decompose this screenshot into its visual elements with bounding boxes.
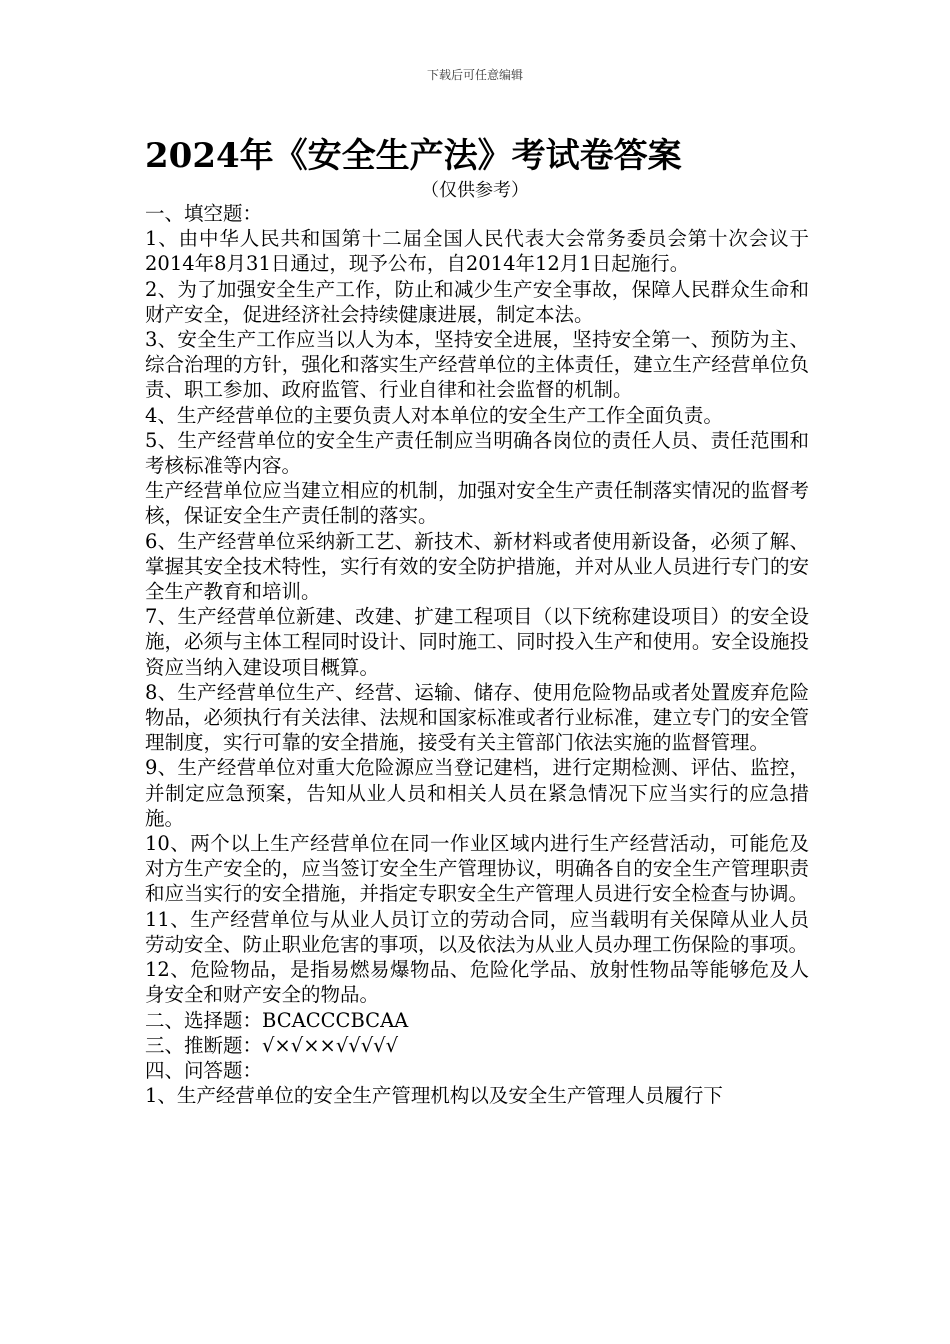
- answer-paragraph: 12、危险物品，是指易燃易爆物品、危险化学品、放射性物品等能够危及人身安全和财产安全的物品。: [145, 958, 809, 1007]
- document-title: 2024年《安全生产法》考试卷答案: [145, 136, 682, 176]
- answer-paragraph: 生产经营单位应当建立相应的机制，加强对安全生产责任制落实情况的监督考核，保证安全生产责任制的落实。: [145, 479, 809, 528]
- answer-paragraph: 11、生产经营单位与从业人员订立的劳动合同，应当载明有关保障从业人员劳动安全、防止职业危害的事项，以及依法为从业人员办理工伤保险的事项。: [145, 907, 809, 956]
- answer-paragraph: 9、生产经营单位对重大危险源应当登记建档，进行定期检测、评估、监控，并制定应急预案，告知从业人员和相关人员在紧急情况下应当实行的应急措施。: [145, 756, 809, 830]
- answer-paragraph: 1、由中华人民共和国第十二届全国人民代表大会常务委员会第十次会议于2014年8月31日通过，现予公布，自2014年12月1日起施行。: [145, 227, 809, 276]
- answer-paragraph: 1、生产经营单位的安全生产管理机构以及安全生产管理人员履行下: [145, 1084, 723, 1108]
- section-heading-fill-blank: 一、填空题：: [145, 202, 263, 225]
- answer-paragraph: 8、生产经营单位生产、经营、运输、储存、使用危险物品或者处置废弃危险物品，必须执行有关法律、法规和国家标准或者行业标准，建立专门的安全管理制度，实行可靠的安全措施，接受有关主管部门依法实施的监督管理。: [145, 680, 809, 755]
- answer-paragraph: 3、安全生产工作应当以人为本，坚持安全进展，坚持安全第一、预防为主、综合治理的方针，强化和落实生产经营单位的主体责任，建立生产经营单位负责、职工参加、政府监管、行业自律和社会监督的机制。: [145, 328, 809, 402]
- document-body: [145, 201, 809, 1108]
- answer-paragraph: 10、两个以上生产经营单位在同一作业区域内进行生产经营活动，可能危及对方生产安全的，应当签订安全生产管理协议，明确各自的安全生产管理职责和应当实行的安全措施，并指定专职安全生产管理人员进行安全检查与协调。: [145, 832, 809, 906]
- section-heading-qa: 四、问答题：: [145, 1058, 263, 1082]
- document-subtitle: （仅供参考）: [421, 180, 529, 201]
- answer-paragraph: 6、生产经营单位采纳新工艺、新技术、新材料或者使用新设备，必须了解、掌握其安全技术特性，实行有效的安全防护措施，并对从业人员进行专门的安全生产教育和培训。: [145, 529, 809, 604]
- section-true-false: 三、推断题：√×√××√√√√√: [145, 1033, 398, 1057]
- section-multiple-choice: 二、选择题：BCACCCBCAA: [145, 1008, 409, 1032]
- page-header-note: 下载后可任意编辑: [426, 68, 523, 82]
- answer-paragraph: 4、生产经营单位的主要负责人对本单位的安全生产工作全面负责。: [145, 403, 723, 427]
- answer-paragraph: 2、为了加强安全生产工作，防止和减少生产安全事故，保障人民群众生命和财产安全，促进经济社会持续健康进展，制定本法。: [145, 277, 809, 326]
- answer-paragraph: 7、生产经营单位新建、改建、扩建工程项目（以下统称建设项目）的安全设施，必须与主体工程同时设计、同时施工、同时投入生产和使用。安全设施投资应当纳入建设项目概算。: [145, 605, 809, 679]
- answer-paragraph: 5、生产经营单位的安全生产责任制应当明确各岗位的责任人员、责任范围和考核标准等内容。: [145, 428, 809, 478]
